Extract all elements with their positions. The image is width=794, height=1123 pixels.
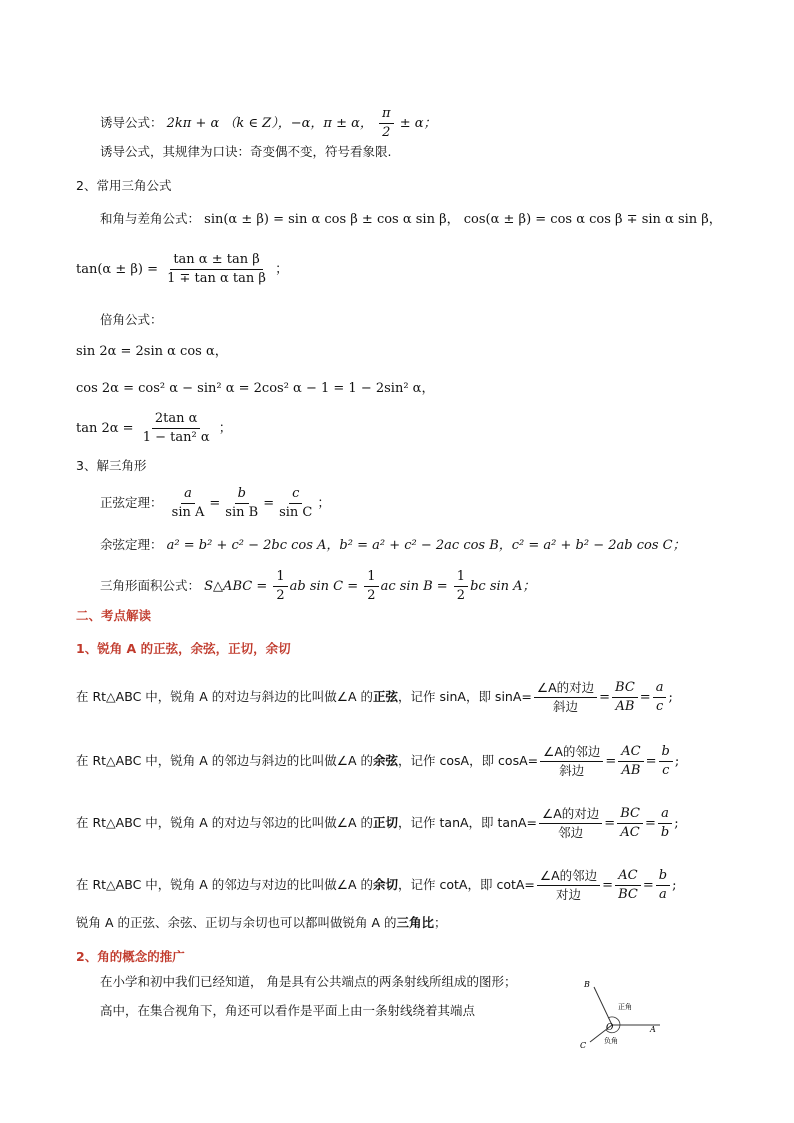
- sine-law-line: 正弦定理： $\frac{a}{\text{sin A}}$ = $\frac{b}{\text{sin B}}$ = $\frac{c}{\text{sin C}}$ ；: [100, 486, 331, 520]
- frac-num: a: [653, 680, 667, 698]
- half-num: 1: [454, 569, 468, 587]
- tan-double-den: 1 − tan² α: [142, 430, 210, 445]
- letter-fraction: [656, 868, 670, 903]
- sin-sum-formula: sin(α ± β) = sin α cos β ± cos α sin β，: [204, 212, 460, 227]
- row-text: ，记作 tanA，即 tanA=: [398, 815, 538, 830]
- sine-a: a: [181, 486, 195, 504]
- frac-den: AB: [621, 763, 641, 778]
- point-b-label: B: [584, 980, 590, 989]
- point-a-label: A: [650, 1025, 656, 1034]
- frac-num: AC: [615, 868, 640, 886]
- frac-den: AB: [615, 699, 635, 714]
- sin-double-formula: sin 2α = 2sin α cos α，: [76, 344, 228, 359]
- section-2-title: 2、常用三角公式: [76, 178, 172, 193]
- trig-ratio-summary: [76, 914, 447, 933]
- frac-num: b: [656, 868, 670, 886]
- tan-double-fraction: [140, 411, 213, 446]
- induction-rule: 诱导公式，其规律为口诀：奇变偶不变，符号看象限.: [100, 144, 392, 159]
- cosine-law-label: 余弦定理：: [100, 537, 163, 552]
- row-keyword: 正弦: [373, 689, 399, 704]
- ratio-row-cos: 在 Rt△ABC 中，锐角 A 的邻边与斜边的比叫做∠A 的余弦，记作 cosA，即 cosA= $\frac{\text{∠A的邻边}}{\text{斜边}}$ = $\frac{AC}{AB}$ = $\frac{b}{c}$ ;: [76, 744, 680, 778]
- sum-diff-label: 和角与差角公式：: [100, 211, 201, 226]
- sine-law-label: 正弦定理：: [100, 495, 163, 510]
- induction-expr: 2kπ + α （k ∈ Z），−α，π ± α，: [166, 116, 373, 131]
- part-2-title: 二、考点解读: [76, 608, 152, 623]
- area-half-1: [273, 569, 287, 604]
- section-3-title: 3、解三角形: [76, 458, 147, 473]
- cos-double-formula: cos 2α = cos² α − sin² α = 2cos² α − 1 = 1 − 2sin² α，: [76, 381, 435, 396]
- cosine-law-line: [100, 536, 686, 555]
- tan-sum-den: 1 ∓ tan α tan β: [167, 271, 266, 286]
- tan-double-line: [76, 411, 232, 446]
- induction-line: [100, 106, 437, 141]
- side-fraction: [615, 868, 641, 903]
- angle-paragraph-2: 高中，在集合视角下，角还可以看作是平面上由一条射线绕着其端点: [100, 1003, 476, 1018]
- ray-ob: [594, 987, 612, 1025]
- frac-den: 斜边: [553, 699, 579, 714]
- angle-diagram: [570, 975, 670, 1055]
- tan-double-end: ；: [218, 421, 232, 436]
- row-keyword: 余弦: [373, 753, 399, 768]
- double-angle-label: 倍角公式：: [100, 312, 163, 327]
- tan-sum-fraction: [164, 252, 269, 287]
- frac-den: 斜边: [559, 763, 585, 778]
- ratio-row-cot: 在 Rt△ABC 中，锐角 A 的邻边与对边的比叫做∠A 的余切，记作 cotA，即 cotA= $\frac{\text{∠A的邻边}}{\text{对边}}$ = $\frac{AC}{BC}$ = $\frac{b}{a}$ ;: [76, 868, 677, 902]
- frac-num: ∠A的对边: [539, 806, 602, 824]
- pi-half-num: π: [379, 106, 394, 124]
- row-text: 在 Rt△ABC 中，锐角 A 的邻边与斜边的比叫做∠A 的: [76, 753, 374, 768]
- frac-den: b: [660, 825, 670, 840]
- frac-num: BC: [612, 680, 638, 698]
- cosine-law-formula: a² = b² + c² − 2bc cos A，b² = a² + c² − 2ac cos B，c² = a² + b² − 2ab cos C；: [166, 538, 686, 553]
- induction-label: 诱导公式：: [100, 115, 163, 130]
- frac-num: a: [658, 806, 672, 824]
- sine-sinB: sin B: [225, 505, 259, 520]
- pi-half-fraction: [379, 106, 394, 141]
- half-num: 1: [273, 569, 287, 587]
- letter-fraction: [659, 744, 673, 779]
- frac-num: BC: [617, 806, 643, 824]
- row-text: 在 Rt△ABC 中，锐角 A 的邻边与对边的比叫做∠A 的: [76, 877, 374, 892]
- frac-num: ∠A的邻边: [540, 744, 603, 762]
- sine-sinC: sin C: [279, 505, 313, 520]
- area-term-2: ac sin B =: [380, 579, 448, 594]
- sine-b: b: [235, 486, 249, 504]
- pi-half-den: 2: [382, 125, 391, 140]
- side-fraction: [618, 744, 643, 779]
- side-fraction: [612, 680, 638, 715]
- area-term-3: bc sin A；: [470, 579, 536, 594]
- summary-end: ；: [434, 915, 447, 930]
- row-text: 在 Rt△ABC 中，锐角 A 的对边与斜边的比叫做∠A 的: [76, 689, 374, 704]
- area-half-3: [454, 569, 468, 604]
- frac-den: a: [659, 887, 667, 902]
- half-den: 2: [276, 588, 285, 603]
- area-label: 三角形面积公式：: [100, 578, 201, 593]
- subsection-2-title: 2、角的概念的推广: [76, 949, 185, 964]
- row-text: 在 Rt△ABC 中，锐角 A 的对边与邻边的比叫做∠A 的: [76, 815, 374, 830]
- frac-den: AC: [620, 825, 640, 840]
- sum-diff-line: [100, 210, 722, 229]
- tan-double-lhs: tan 2α =: [76, 421, 134, 436]
- row-keyword: 正切: [373, 815, 399, 830]
- tan-sum-lhs: tan(α ± β) =: [76, 262, 158, 277]
- word-fraction: [540, 744, 603, 779]
- frac-den: c: [655, 699, 664, 714]
- area-term-1: ab sin C =: [289, 579, 359, 594]
- tan-sum-num: tan α ± tan β: [170, 252, 262, 270]
- frac-num: ∠A的邻边: [537, 868, 600, 886]
- sine-law-frac-a: [169, 486, 208, 521]
- summary-text: 锐角 A 的正弦、余弦、正切与余切也可以都叫做锐角 A 的: [76, 915, 397, 930]
- frac-den: 对边: [556, 887, 582, 902]
- cos-sum-formula: cos(α ± β) = cos α cos β ∓ sin α sin β，: [463, 212, 722, 227]
- row-keyword: 余切: [373, 877, 399, 892]
- negative-angle-label: 负角: [604, 1037, 618, 1045]
- point-o-label: O: [606, 1023, 614, 1033]
- sine-c: c: [289, 486, 302, 504]
- frac-den: BC: [618, 887, 638, 902]
- word-fraction: [537, 868, 600, 903]
- area-line: [100, 569, 536, 604]
- half-den: 2: [456, 588, 466, 603]
- frac-num: AC: [618, 744, 643, 762]
- tan-sum-line: [76, 252, 288, 287]
- half-num: 1: [364, 569, 378, 587]
- angle-paragraph-1: 在小学和初中我们已经知道， 角是具有公共端点的两条射线所组成的图形；: [100, 974, 517, 989]
- ratio-row-tan: 在 Rt△ABC 中，锐角 A 的对边与邻边的比叫做∠A 的正切，记作 tanA，即 tanA= $\frac{\text{∠A的对边}}{\text{邻边}}$ = $\frac{BC}{AC}$ = $\frac{a}{b}$ ;: [76, 806, 679, 840]
- frac-den: c: [662, 763, 670, 778]
- row-text: ，记作 cotA，即 cotA=: [398, 877, 535, 892]
- area-half-2: [364, 569, 378, 604]
- tan-sum-end: ；: [275, 262, 289, 277]
- point-c-label: C: [580, 1041, 587, 1050]
- subsection-1-title: 1、锐角 A 的正弦，余弦，正切，余切: [76, 641, 291, 656]
- induction-tail: ± α；: [399, 116, 437, 131]
- half-den: 2: [367, 588, 376, 603]
- side-fraction: [617, 806, 643, 841]
- area-lhs: S△ABC =: [204, 579, 268, 594]
- frac-num: b: [659, 744, 673, 762]
- tan-double-num: 2tan α: [152, 411, 201, 429]
- letter-fraction: [653, 680, 667, 715]
- ratio-row-sin: 在 Rt△ABC 中，锐角 A 的对边与斜边的比叫做∠A 的正弦，记作 sinA，即 sinA= $\frac{\text{∠A的对边}}{\text{斜边}}$ = $\frac{BC}{AB}$ = $\frac{a}{c}$ ;: [76, 680, 673, 714]
- row-text: ，记作 sinA，即 sinA=: [398, 689, 532, 704]
- frac-num: ∠A的对边: [534, 680, 597, 698]
- word-fraction: [539, 806, 602, 841]
- sine-law-frac-b: [222, 486, 261, 521]
- letter-fraction: [658, 806, 672, 841]
- frac-den: 邻边: [558, 825, 584, 840]
- sine-sinA: sin A: [171, 505, 205, 520]
- word-fraction: [534, 680, 597, 715]
- row-text: ，记作 cosA，即 cosA=: [398, 753, 539, 768]
- summary-keyword: 三角比: [396, 915, 435, 930]
- positive-angle-label: 正角: [618, 1003, 632, 1011]
- sine-law-frac-c: [276, 486, 315, 521]
